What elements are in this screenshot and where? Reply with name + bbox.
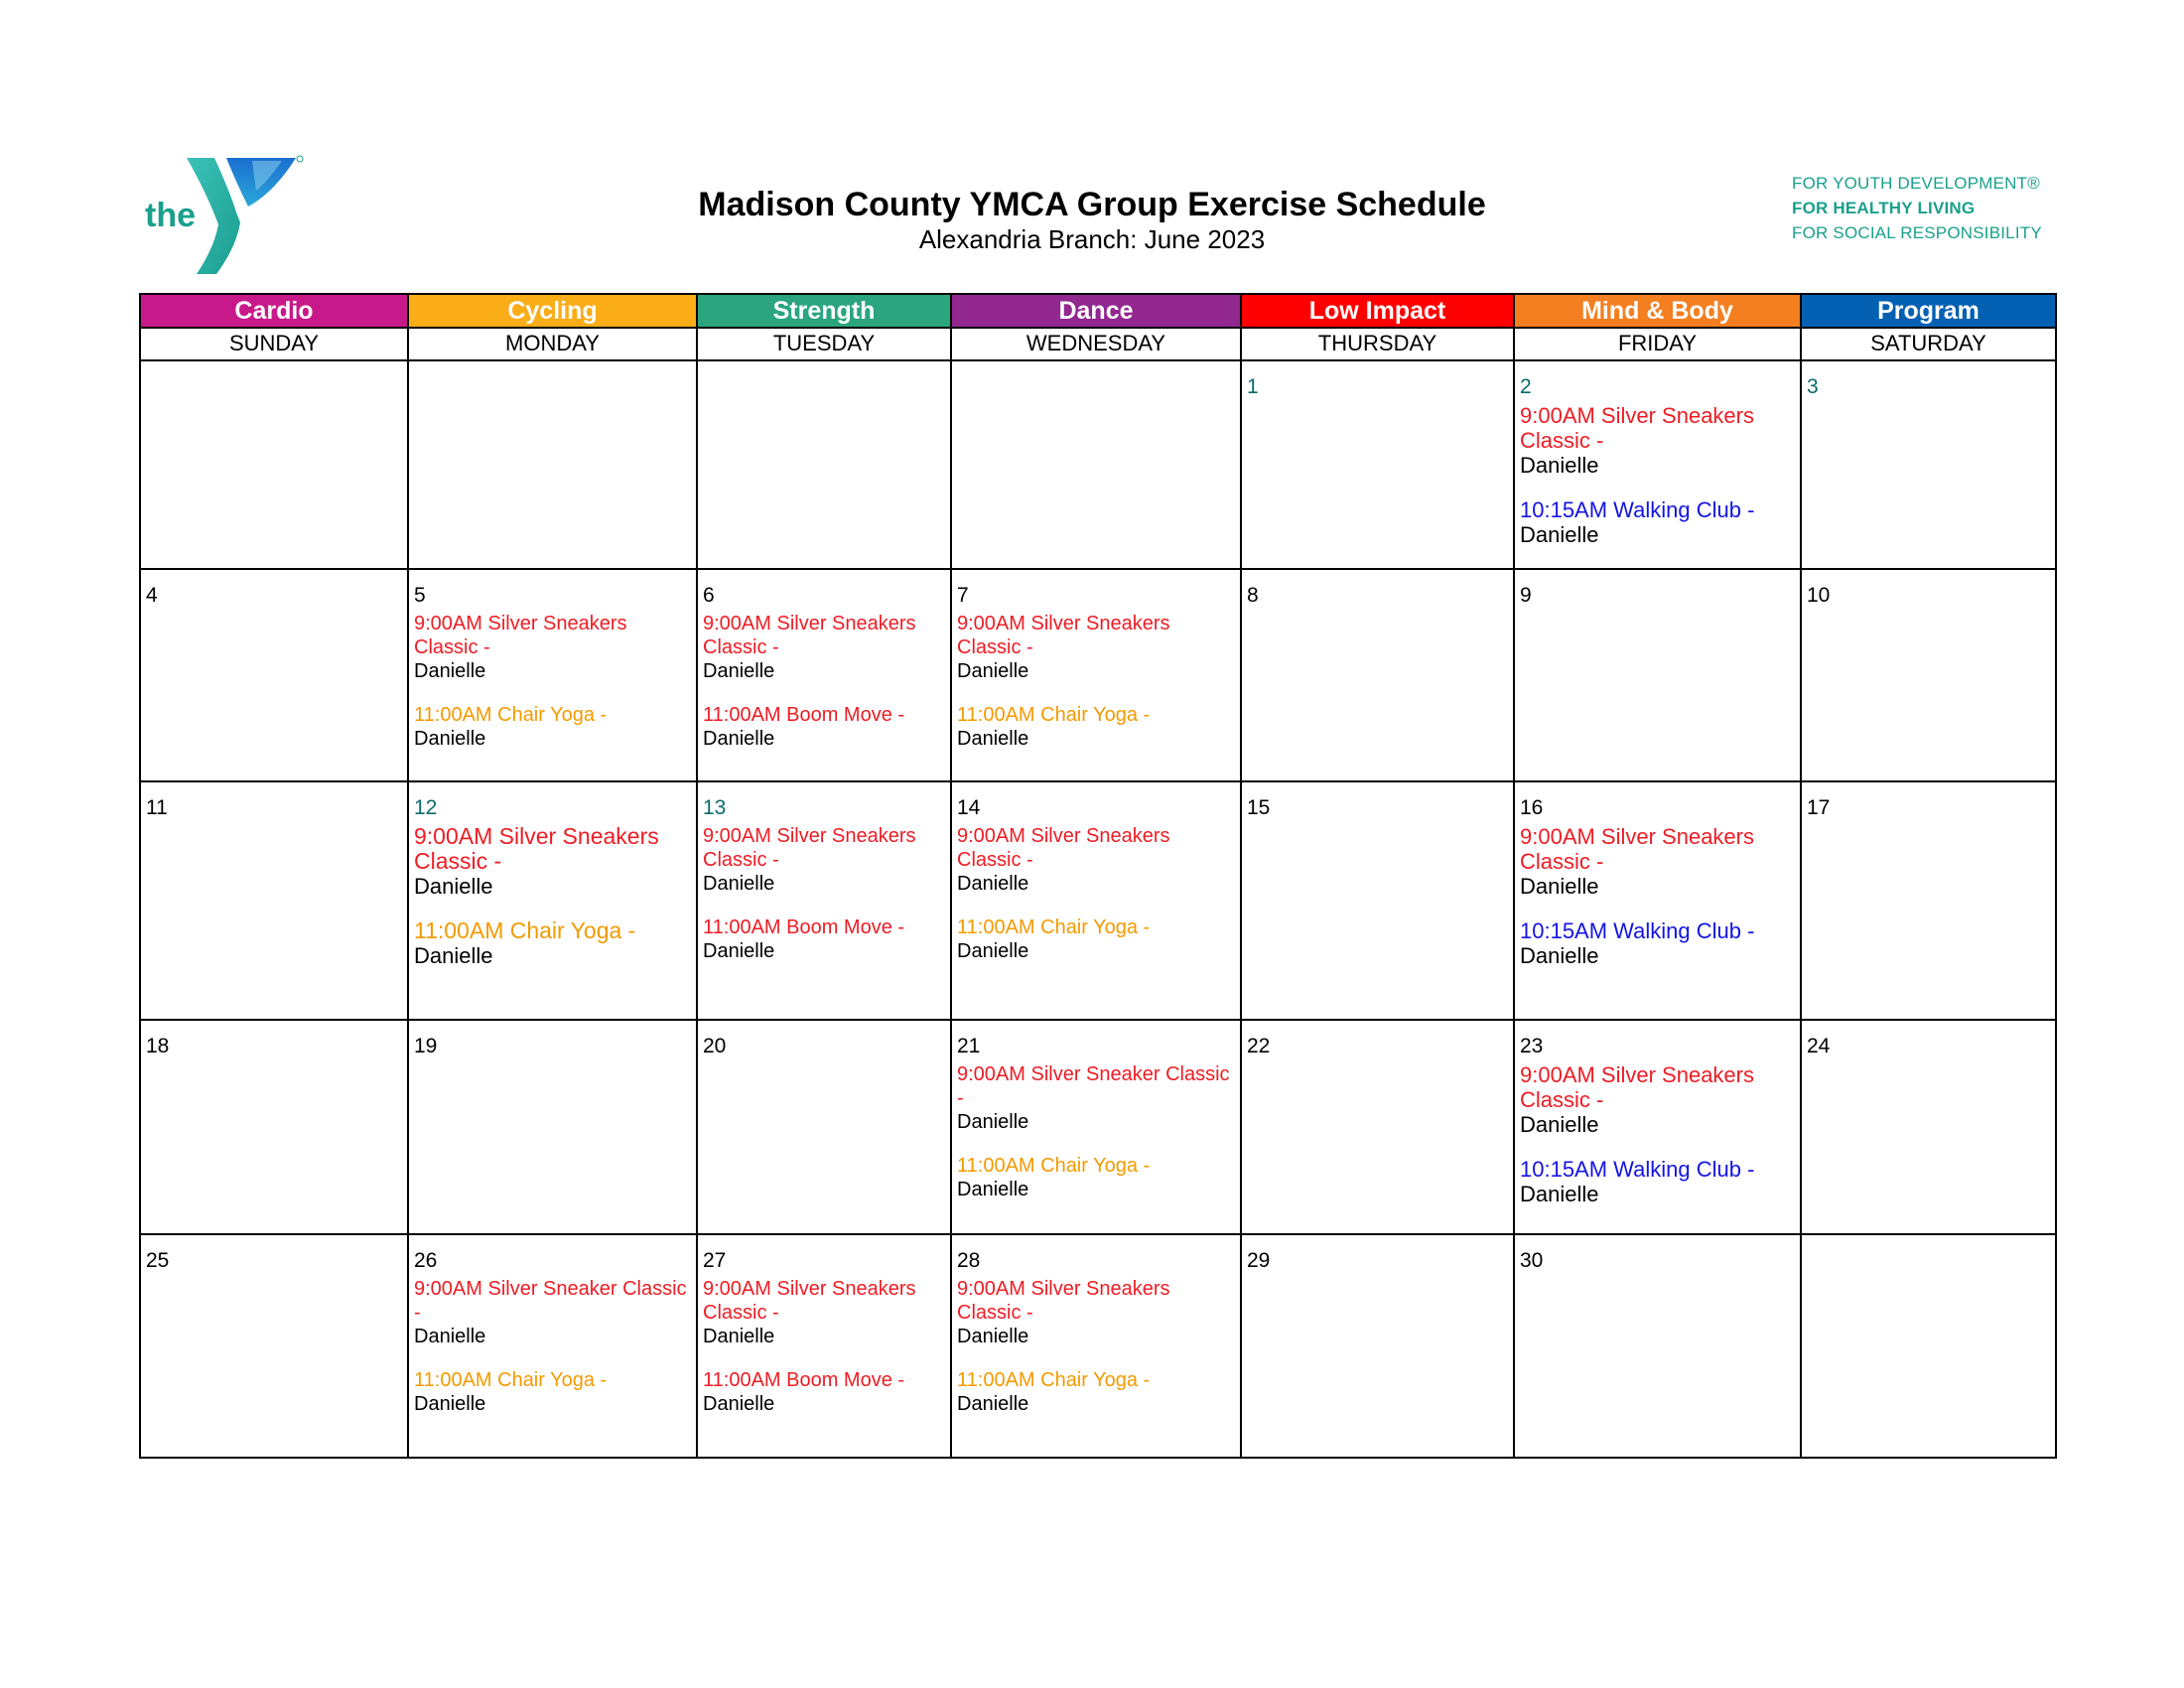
class-event xyxy=(957,612,1236,683)
ymca-tagline xyxy=(1792,171,2042,245)
category-program: Program xyxy=(1801,294,2056,328)
category-cardio: Cardio xyxy=(140,294,408,328)
day-cell xyxy=(408,569,697,781)
day-cell xyxy=(1514,360,1801,569)
class-title: 9:00AM Silver Sneakers Classic - xyxy=(957,613,1170,658)
tagline-line-2: FOR HEALTHY LIVING xyxy=(1792,199,1976,217)
class-title: 9:00AM Silver Sneakers Classic - xyxy=(703,1278,916,1324)
class-instructor: Danielle xyxy=(414,943,493,968)
class-title: 11:00AM Boom Move - xyxy=(703,916,905,938)
day-cell xyxy=(1801,360,2056,569)
day-cell xyxy=(697,1234,951,1458)
day-cell xyxy=(1801,1020,2056,1234)
weekday-header-row xyxy=(140,328,2056,360)
class-event xyxy=(957,1368,1236,1416)
class-title: 11:00AM Chair Yoga - xyxy=(957,1369,1151,1391)
weekday-tuesday: TUESDAY xyxy=(697,328,951,360)
class-title: 9:00AM Silver Sneakers Classic - xyxy=(1520,824,1754,874)
date-number: 1 xyxy=(1247,375,1259,398)
class-instructor: Danielle xyxy=(414,874,493,899)
class-title: 9:00AM Silver Sneaker Classic - xyxy=(957,1063,1230,1109)
day-cell xyxy=(140,569,408,781)
class-instructor: Danielle xyxy=(703,1326,775,1347)
day-cell xyxy=(697,1020,951,1234)
tagline-line-1: FOR YOUTH DEVELOPMENT® xyxy=(1792,174,2040,193)
class-title: 10:15AM Walking Club - xyxy=(1520,1157,1755,1182)
date-number: 17 xyxy=(1807,796,1831,819)
class-title: 11:00AM Boom Move - xyxy=(703,704,905,726)
class-title: 10:15AM Walking Club - xyxy=(1520,497,1755,522)
class-event xyxy=(414,703,692,751)
class-instructor: Danielle xyxy=(703,660,775,682)
date-number: 20 xyxy=(703,1035,727,1057)
class-event xyxy=(414,1277,692,1348)
class-title: 9:00AM Silver Sneakers Classic - xyxy=(957,825,1170,871)
class-instructor: Danielle xyxy=(703,940,775,962)
week-row xyxy=(140,569,2056,781)
day-cell xyxy=(408,1020,697,1234)
class-instructor: Danielle xyxy=(1520,522,1599,547)
day-cell xyxy=(697,781,951,1020)
class-title: 9:00AM Silver Sneakers Classic - xyxy=(414,823,659,874)
weekday-friday: FRIDAY xyxy=(1514,328,1801,360)
date-number: 25 xyxy=(146,1249,170,1272)
date-number: 19 xyxy=(414,1035,438,1057)
class-title: 11:00AM Chair Yoga - xyxy=(414,704,608,726)
week-row xyxy=(140,1234,2056,1458)
logo-the-text: the xyxy=(145,197,196,234)
date-number: 28 xyxy=(957,1249,981,1272)
class-event xyxy=(957,824,1236,896)
class-event xyxy=(1520,824,1796,899)
day-cell xyxy=(1801,781,2056,1020)
date-number: 21 xyxy=(957,1035,981,1057)
class-event xyxy=(1520,1062,1796,1137)
date-number: 5 xyxy=(414,584,426,607)
week-row xyxy=(140,1020,2056,1234)
class-instructor: Danielle xyxy=(957,660,1029,682)
day-cell xyxy=(951,781,1241,1020)
class-title: 9:00AM Silver Sneakers Classic - xyxy=(1520,403,1754,453)
day-cell xyxy=(697,569,951,781)
class-event xyxy=(1520,1157,1796,1206)
page-subtitle: Alexandria Branch: June 2023 xyxy=(918,224,1266,254)
day-cell xyxy=(1801,1234,2056,1458)
date-number: 14 xyxy=(957,796,981,819)
class-instructor: Danielle xyxy=(957,728,1029,750)
day-cell xyxy=(140,1020,408,1234)
class-instructor: Danielle xyxy=(957,1111,1029,1133)
class-title: 11:00AM Chair Yoga - xyxy=(957,704,1151,726)
class-title: 9:00AM Silver Sneaker Classic - xyxy=(414,1278,687,1324)
class-instructor: Danielle xyxy=(957,1179,1029,1200)
weekday-monday: MONDAY xyxy=(408,328,697,360)
date-number: 4 xyxy=(146,584,158,607)
class-instructor: Danielle xyxy=(414,1326,486,1347)
day-cell xyxy=(140,1234,408,1458)
class-title: 11:00AM Boom Move - xyxy=(703,1369,905,1391)
day-cell xyxy=(951,360,1241,569)
weekday-sunday: SUNDAY xyxy=(140,328,408,360)
class-title: 9:00AM Silver Sneakers Classic - xyxy=(957,1278,1170,1324)
class-event xyxy=(414,612,692,683)
week-row xyxy=(140,781,2056,1020)
class-title: 9:00AM Silver Sneakers Classic - xyxy=(1520,1062,1754,1112)
date-number: 6 xyxy=(703,584,715,607)
day-cell xyxy=(697,360,951,569)
class-title: 9:00AM Silver Sneakers Classic - xyxy=(703,825,916,871)
day-cell xyxy=(1514,1020,1801,1234)
class-title: 11:00AM Chair Yoga - xyxy=(414,1369,608,1391)
class-event xyxy=(703,1368,946,1416)
date-number: 13 xyxy=(703,796,727,819)
day-cell xyxy=(1241,781,1514,1020)
class-event xyxy=(957,1154,1236,1201)
category-legend-row xyxy=(140,294,2056,328)
class-event xyxy=(414,918,692,968)
schedule-calendar xyxy=(139,293,2057,1459)
date-number: 3 xyxy=(1807,375,1819,398)
day-cell xyxy=(1241,1234,1514,1458)
class-title: 9:00AM Silver Sneakers Classic - xyxy=(414,613,627,658)
class-event xyxy=(703,1277,946,1348)
class-title: 11:00AM Chair Yoga - xyxy=(957,1155,1151,1177)
class-event xyxy=(414,1368,692,1416)
logo-ymca-text: YMCA xyxy=(234,243,256,271)
day-cell xyxy=(408,781,697,1020)
class-event xyxy=(957,915,1236,963)
class-instructor: Danielle xyxy=(414,728,486,750)
class-event xyxy=(1520,497,1796,547)
class-instructor: Danielle xyxy=(957,1326,1029,1347)
class-instructor: Danielle xyxy=(414,1393,486,1415)
calendar-body xyxy=(140,360,2056,1458)
date-number: 23 xyxy=(1520,1035,1544,1057)
day-cell xyxy=(1801,569,2056,781)
date-number: 12 xyxy=(414,796,438,819)
class-instructor: Danielle xyxy=(1520,943,1599,968)
week-row xyxy=(140,360,2056,569)
day-cell xyxy=(1241,360,1514,569)
class-event xyxy=(957,1062,1236,1134)
day-cell xyxy=(140,360,408,569)
day-cell xyxy=(408,360,697,569)
class-instructor: Danielle xyxy=(1520,1112,1599,1137)
class-instructor: Danielle xyxy=(1520,1182,1599,1206)
category-mind-body: Mind & Body xyxy=(1514,294,1801,328)
category-strength: Strength xyxy=(697,294,951,328)
date-number: 2 xyxy=(1520,375,1532,398)
date-number: 9 xyxy=(1520,584,1532,607)
weekday-wednesday: WEDNESDAY xyxy=(951,328,1241,360)
date-number: 7 xyxy=(957,584,969,607)
class-event xyxy=(703,824,946,896)
class-event xyxy=(703,612,946,683)
date-number: 18 xyxy=(146,1035,170,1057)
class-instructor: Danielle xyxy=(957,940,1029,962)
class-event xyxy=(1520,403,1796,478)
date-number: 16 xyxy=(1520,796,1544,819)
date-number: 24 xyxy=(1807,1035,1831,1057)
class-title: 11:00AM Chair Yoga - xyxy=(957,916,1151,938)
day-cell xyxy=(140,781,408,1020)
day-cell xyxy=(1514,569,1801,781)
category-dance: Dance xyxy=(951,294,1241,328)
class-instructor: Danielle xyxy=(414,660,486,682)
class-title: 11:00AM Chair Yoga - xyxy=(414,917,636,943)
weekday-saturday: SATURDAY xyxy=(1801,328,2056,360)
date-number: 26 xyxy=(414,1249,438,1272)
day-cell xyxy=(951,1020,1241,1234)
day-cell xyxy=(1514,781,1801,1020)
page-title: Madison County YMCA Group Exercise Schedule xyxy=(698,186,1486,223)
class-event xyxy=(703,703,946,751)
day-cell xyxy=(951,569,1241,781)
class-instructor: Danielle xyxy=(703,1393,775,1415)
class-event xyxy=(1520,918,1796,968)
date-number: 8 xyxy=(1247,584,1259,607)
date-number: 15 xyxy=(1247,796,1271,819)
date-number: 29 xyxy=(1247,1249,1271,1272)
class-instructor: Danielle xyxy=(957,873,1029,895)
date-number: 22 xyxy=(1247,1035,1271,1057)
day-cell xyxy=(1241,569,1514,781)
weekday-thursday: THURSDAY xyxy=(1241,328,1514,360)
class-event xyxy=(414,824,692,899)
class-instructor: Danielle xyxy=(703,728,775,750)
date-number: 10 xyxy=(1807,584,1831,607)
day-cell xyxy=(1514,1234,1801,1458)
class-event xyxy=(957,1277,1236,1348)
class-event xyxy=(703,915,946,963)
tagline-line-3: FOR SOCIAL RESPONSIBILITY xyxy=(1792,223,2042,242)
day-cell xyxy=(951,1234,1241,1458)
date-number: 11 xyxy=(146,796,168,819)
day-cell xyxy=(408,1234,697,1458)
day-cell xyxy=(1241,1020,1514,1234)
date-number: 30 xyxy=(1520,1249,1544,1272)
class-instructor: Danielle xyxy=(703,873,775,895)
category-low-impact: Low Impact xyxy=(1241,294,1514,328)
class-event xyxy=(957,703,1236,751)
class-title: 9:00AM Silver Sneakers Classic - xyxy=(703,613,916,658)
class-instructor: Danielle xyxy=(957,1393,1029,1415)
category-cycling: Cycling xyxy=(408,294,697,328)
class-instructor: Danielle xyxy=(1520,453,1599,478)
class-instructor: Danielle xyxy=(1520,874,1599,899)
date-number: 27 xyxy=(703,1249,727,1272)
class-title: 10:15AM Walking Club - xyxy=(1520,918,1755,943)
